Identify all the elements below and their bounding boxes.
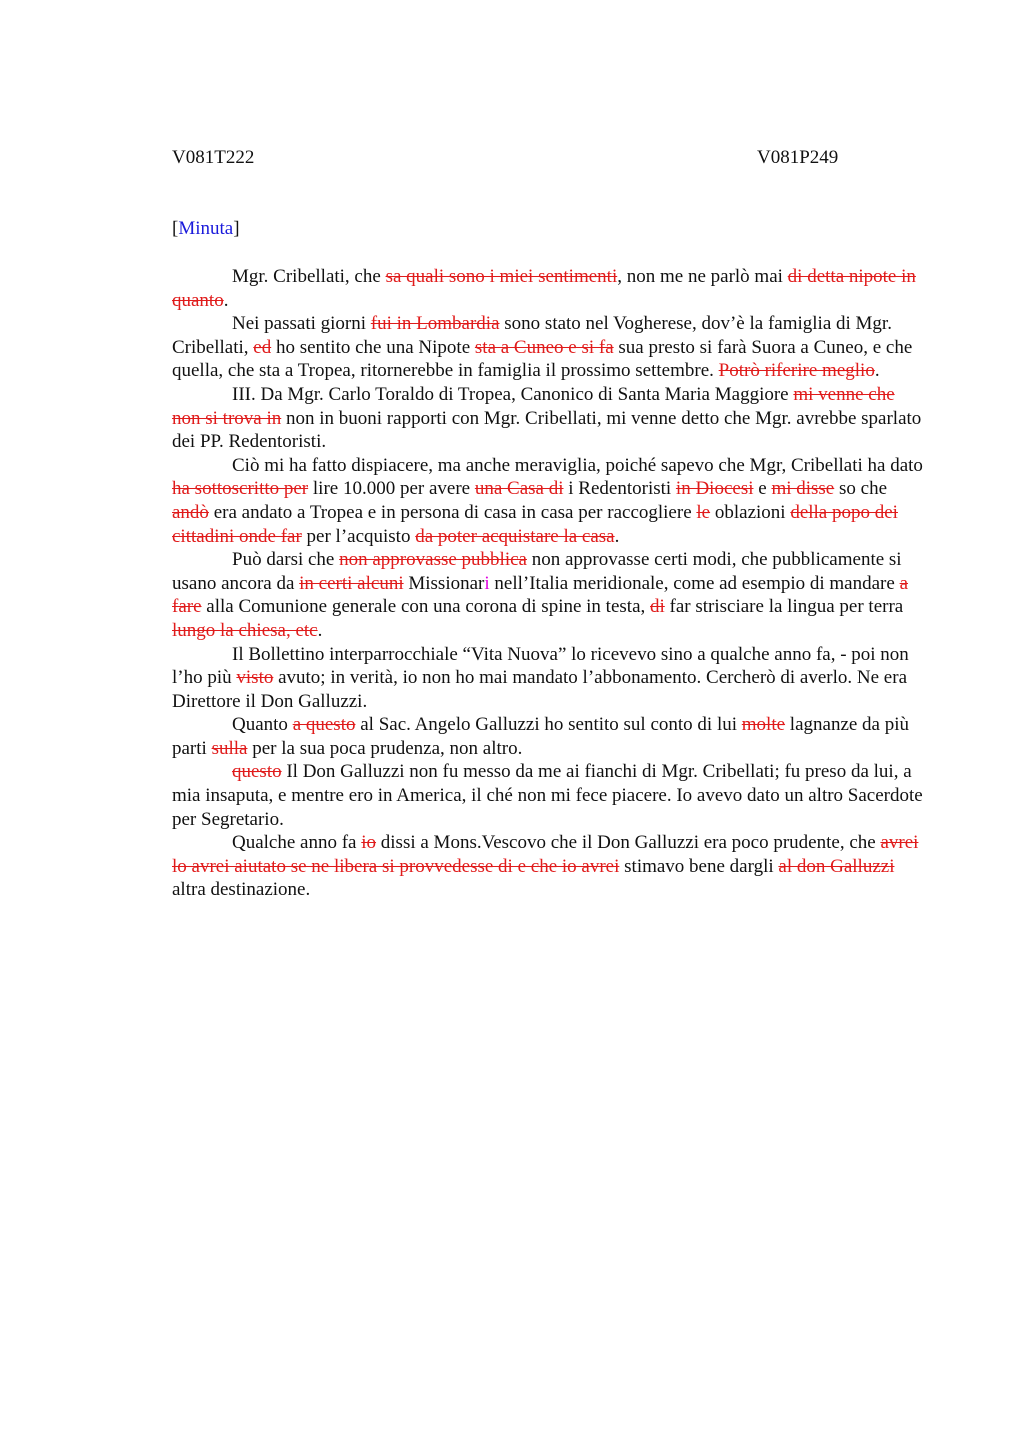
paragraph (172, 454, 924, 548)
deleted-text: al don Galluzzi (778, 855, 895, 877)
minuta-close-bracket: ] (233, 218, 240, 239)
text-segment: dissi a Mons.Vescovo che il Don Galluzzi era poco prudente, che (376, 832, 881, 854)
text-segment: so che (834, 478, 888, 500)
text-segment: al Sac. Angelo Galluzzi ho sentito sul conto di lui (355, 714, 742, 736)
paragraph (172, 312, 924, 383)
deleted-text: le (696, 501, 711, 523)
text-segment: non approvasse certi modi, che pubblicamente si usano ancora da (172, 549, 902, 594)
deleted-text: a fare (172, 572, 908, 618)
document-code-left: V081T222 (172, 147, 255, 168)
minuta-heading (172, 217, 240, 241)
deleted-text: in Diocesi (675, 478, 754, 500)
text-segment: . (223, 289, 229, 311)
deleted-text: andò (172, 501, 209, 523)
deleted-text: da poter acquistare la casa (415, 525, 615, 547)
text-segment: lagnanze da più parti (172, 714, 910, 759)
text-segment: . (614, 525, 620, 547)
deleted-text: io (361, 832, 377, 854)
deleted-text: fui in Lombardia (370, 313, 500, 335)
document-code-right: V081P249 (757, 147, 839, 168)
text-segment: Il Bollettino interparrocchiale “Vita Nuova” lo ricevevo sino a qualche anno fa, - poi non l’ho più (172, 643, 909, 689)
text-segment: non in buoni rapporti con Mgr. Cribellati, mi venne detto che Mgr. avrebbe sparlato dei PP. Redentoristi. (172, 407, 922, 453)
paragraph (172, 643, 924, 714)
text-segment: avuto; in verità, io non ho mai mandato l’abbonamento. Cercherò di averlo. Ne era Direttore il Don Galluzzi. (172, 667, 907, 712)
letter-body (172, 265, 924, 902)
deleted-text: in certi alcuni (299, 572, 404, 594)
text-segment: Può darsi che (232, 549, 340, 571)
minuta-label: Minuta (178, 218, 234, 239)
deleted-text: di (650, 596, 665, 618)
text-segment: i Redentoristi (563, 478, 676, 500)
text-segment: far strisciare la lingua per terra (664, 596, 904, 618)
deleted-text: ed (253, 336, 272, 358)
paragraph (172, 383, 924, 454)
text-segment: per l’acquisto (301, 525, 416, 547)
text-segment: ho sentito che una Nipote (271, 336, 475, 358)
text-segment: per la sua poca prudenza, non altro. (247, 737, 523, 759)
deleted-text: di detta nipote in quanto (172, 266, 916, 311)
text-segment: . (317, 619, 323, 641)
deleted-text: ha sottoscritto per (172, 478, 309, 500)
text-segment: Il Don Galluzzi non fu messo da me ai fianchi di Mgr. Cribellati; fu preso da lui, a mia insaputa, e mentre ero in America, il ché non mi fece piacere. Io avevo dato un altro Sacerdote per Segretario. (172, 761, 923, 830)
inserted-letter: i (484, 572, 490, 594)
text-segment: Missionar (403, 572, 485, 594)
text-segment: stimavo bene dargli (619, 855, 779, 877)
text-segment: nell’Italia meridionale, come ad esempio di mandare (489, 572, 900, 594)
paragraph (172, 760, 924, 831)
deleted-text: una Casa di (474, 478, 564, 500)
text-segment: Quanto (232, 714, 293, 736)
text-segment: sua presto si farà Suora a Cuneo, e che quella, che sta a Tropea, ritornerebbe in famiglia il prossimo settembre. (172, 336, 913, 382)
text-segment: sono stato nel Vogherese, dov’è la famiglia di Mgr. Cribellati, (172, 313, 892, 358)
text-segment: lire 10.000 per avere (308, 478, 475, 500)
deleted-text: sta a Cuneo e si fa (474, 336, 614, 358)
text-segment: era andato a Tropea e in persona di casa in casa per raccogliere (208, 501, 697, 523)
text-segment: oblazioni (710, 501, 791, 523)
deleted-text: non approvasse pubblica (339, 549, 527, 571)
paragraph (172, 831, 924, 902)
deleted-text: sa quali sono i miei sentimenti (385, 266, 618, 287)
paragraph (172, 713, 924, 760)
deleted-text: questo (232, 761, 282, 783)
deleted-text: lungo la chiesa, etc (172, 619, 318, 641)
deleted-text: sulla (211, 737, 248, 759)
text-segment: Mgr. Cribellati, che (232, 266, 386, 287)
deleted-text: avrei lo avrei aiutato se ne libera si provvedesse di e che io avrei (172, 832, 919, 877)
text-segment: Ciò mi ha fatto dispiacere, ma anche meraviglia, poiché sapevo che Mgr, Cribellati ha dato (232, 454, 923, 476)
minuta-open-bracket: [ (172, 218, 179, 239)
text-segment: , non me ne parlò mai (617, 266, 788, 287)
paragraph (172, 265, 924, 312)
deleted-text: della popo dei cittadini onde far (172, 501, 898, 547)
deleted-text: mi disse (771, 478, 835, 500)
text-segment: III. Da Mgr. Carlo Toraldo di Tropea, Canonico di Santa Maria Maggiore (232, 383, 794, 405)
text-segment: altra destinazione. (172, 879, 311, 901)
text-segment: e (753, 478, 772, 500)
text-segment: Qualche anno fa (232, 832, 362, 854)
text-segment: Nei passati giorni (232, 313, 371, 335)
deleted-text: visto (236, 667, 274, 689)
deleted-text: molte (741, 714, 786, 736)
deleted-text: Potrò riferire meglio (718, 360, 875, 382)
paragraph (172, 548, 924, 642)
text-segment: alla Comunione generale con una corona di spine in testa, (201, 596, 650, 618)
deleted-text: mi venne che non si trova in (172, 383, 895, 429)
deleted-text: a questo (292, 714, 356, 736)
text-segment: . (874, 360, 880, 382)
